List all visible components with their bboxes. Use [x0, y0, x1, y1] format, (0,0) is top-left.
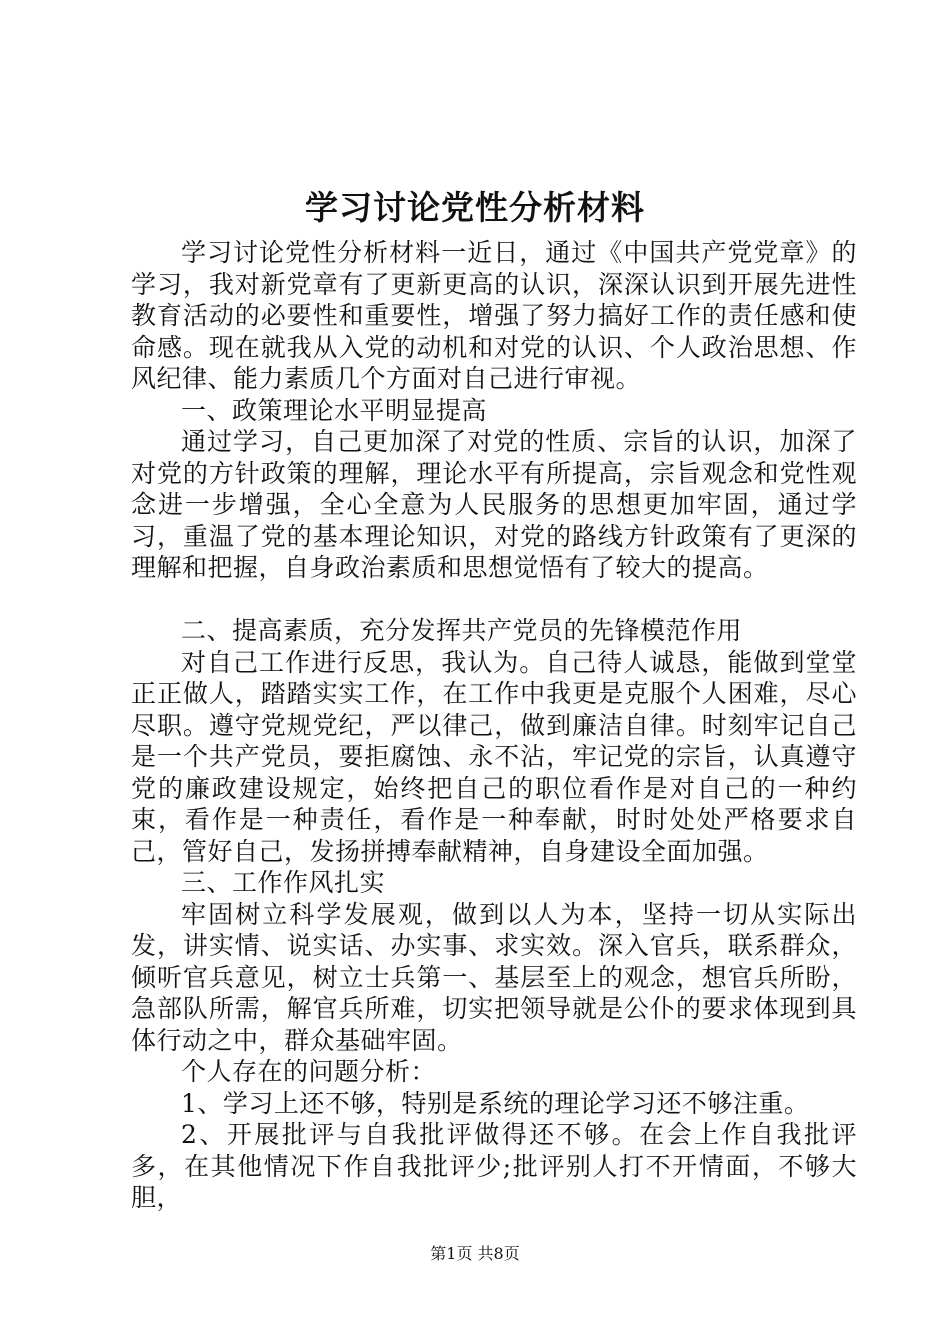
document-title: 学习讨论党性分析材料: [305, 188, 645, 227]
section-paragraph-2: 对自己工作进行反思，我认为。自己待人诚恳，能做到堂堂正正做人，踏踏实实工作，在工作中我更是克服个人困难，尽心尽职。遵守党规党纪，严以律己，做到廉洁自律。时刻牢记自己是一个共产党员，要拒腐蚀、永不沾，牢记党的宗旨，认真遵守党的廉政建设规定，始终把自己的职位看作是对自己的一种约束，看作是一种责任，看作是一种奉献，时时处处严格要求自己，管好自己，发扬拼搏奉献精神，自身建设全面加强。: [131, 647, 857, 866]
intro-paragraph: 学习讨论党性分析材料一近日，通过《中国共产党党章》的学习，我对新党章有了更新更高的认识，深深认识到开展先进性教育活动的必要性和重要性，增强了努力搞好工作的责任感和使命感。现在就我从入党的动机和对党的认识、个人政治思想、作风纪律、能力素质几个方面对自己进行审视。: [131, 238, 857, 393]
page-number-footer: 第1页 共8页: [430, 1244, 520, 1263]
section-paragraph-1: 通过学习，自己更加深了对党的性质、宗旨的认识，加深了对党的方针政策的理解，理论水平有所提高，宗旨观念和党性观念进一步增强，全心全意为人民服务的思想更加牢固，通过学习，重温了党的基本理论知识，对党的路线方针政策有了更深的理解和把握，自身政治素质和思想觉悟有了较大的提高。: [131, 427, 857, 582]
section-heading-1: 一、政策理论水平明显提高: [181, 395, 488, 425]
problems-heading: 个人存在的问题分析：: [181, 1057, 437, 1086]
section-heading-2: 二、提高素质，充分发挥共产党员的先锋模范作用: [181, 616, 743, 645]
section-heading-3: 三、工作作风扎实: [181, 868, 386, 897]
document-body: [131, 237, 857, 1214]
problem-item-2: 2、开展批评与自我批评做得还不够。在会上作自我批评多，在其他情况下作自我批评少;批评别人打不开情面，不够大胆，: [131, 1120, 857, 1212]
section-paragraph-3: 牢固树立科学发展观，做到以人为本，坚持一切从实际出发，讲实情、说实话、办实事、求实效。深入官兵，联系群众，倾听官兵意见，树立士兵第一、基层至上的观念，想官兵所盼，急部队所需，解官兵所难，切实把领导就是公仆的要求体现到具体行动之中，群众基础牢固。: [131, 899, 857, 1055]
problem-item-1: 1、学习上还不够，特别是系统的理论学习还不够注重。: [181, 1088, 810, 1118]
